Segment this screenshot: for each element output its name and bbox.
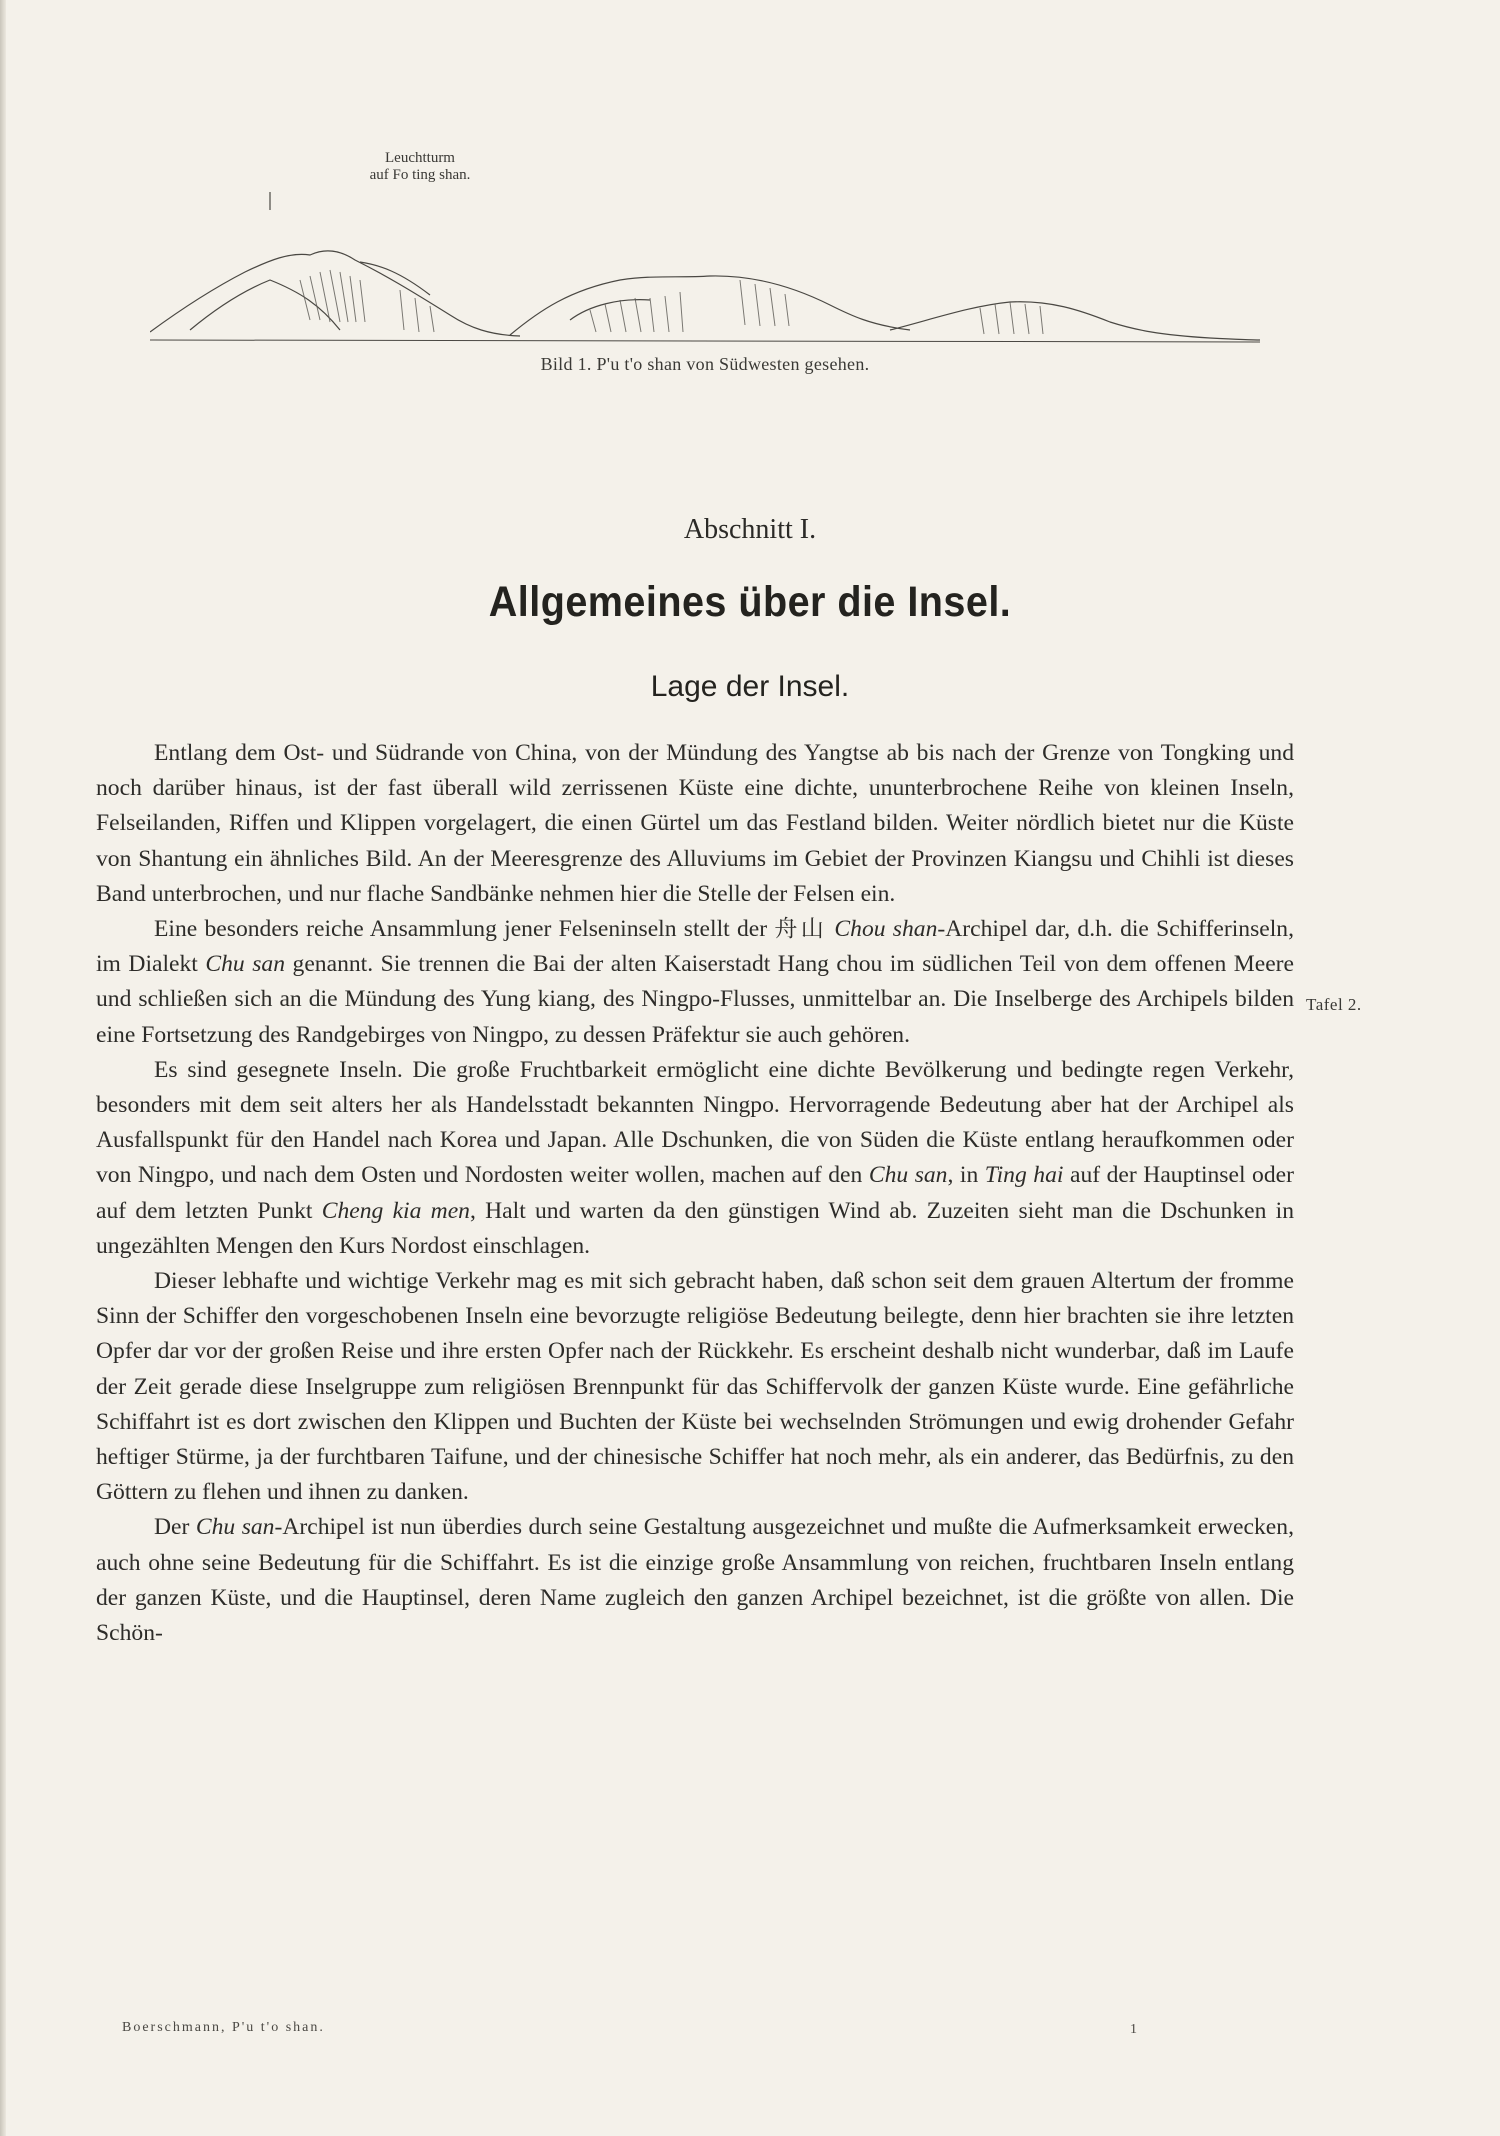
p2-text-c: -Archipel dar, d.h. die Schifferinseln, im Dialekt xyxy=(96,916,1295,978)
figure-label-line1: Leuchtturm xyxy=(385,150,455,166)
p5-text-a: Der xyxy=(154,1514,196,1541)
figure-caption: Bild 1. P'u t'o shan von Südwesten gesehen. xyxy=(540,354,870,374)
section-label: Abschnitt I. xyxy=(683,514,817,545)
p2-chinese-chars: 舟山 xyxy=(774,916,828,943)
island-sketch xyxy=(150,180,1260,350)
paragraph-4: Dieser lebhafte und wichtige Verkehr mag es mit sich gebracht haben, daß schon seit dem grauen Altertum der fromme Sinn der Schiffer den vorgeschobenen Inseln eine bevorzugte religiöse Bedeutung beilegte, denn hier brachten sie ihre letzten Opfer dar vor der großen Reise und ihre ersten Opfer nach der Rückkehr. Es erscheint deshalb nicht wunderbar, daß im Laufe der Zeit gerade diese Inselgruppe zum religiösen Brennpunkt für das Schiffervolk der ganzen Küste wurde. Eine gefährliche Schiffahrt ist es dort zwischen den Klippen und Buchten der Küste bei wechselnden Strömungen und ewig drohender Gefahr heftiger Stürme, ja der furchtbaren Taifune, und der chinesische Schiffer hat noch mehr, als ein anderer, das Bedürfnis, zu den Göttern zu flehen und ihnen zu danken. xyxy=(96,1268,1294,1506)
footer-signature-mark: 1 xyxy=(1130,2022,1137,2037)
p3-text-g: , Halt und warten da den günstigen Wind ab. Zuzeiten sieht man die Dschunken in ungezählten Mengen den Kurs Nordost einschlagen. xyxy=(96,1197,1294,1259)
paragraph-2 xyxy=(96,912,1294,1053)
p2-text-e: genannt. Sie trennen die Bai der alten Kaiserstadt Hang chou im südlichen Teil von dem offenen Meere und schließen sich an die Mündung des Yung kiang, des Ningpo-Flusses, unmittelbar an. Die Inselberge des Archipels bilden eine Fortsetzung des Randgebirges von Ningpo, zu dessen Präfektur sie auch gehören. xyxy=(96,951,1295,1048)
p3-term-cheng-kia-men: Cheng kia men xyxy=(321,1197,470,1224)
section-title: Lage der Insel. xyxy=(650,670,850,703)
figure-label xyxy=(345,150,495,184)
figure-label-line2: auf Fo ting shan. xyxy=(369,167,471,183)
paragraph-1: Entlang dem Ost- und Südrande von China, von der Mündung des Yangtse ab bis nach der Grenze von Tongking und noch darüber hinaus, ist der fast überall wild zerrissenen Küste eine dichte, ununterbrochene Reihe von kleinen Inseln, Felseilanden, Riffen und Klippen vorgelagert, die einen Gürtel um das Festland bilden. Weiter nördlich bietet nur die Küste von Shantung ein ähnliches Bild. An der Meeresgrenze des Alluviums im Gebiet der Provinzen Kiangsu und Chihli ist dieses Band unterbrochen, und nur flache Sandbänke nehmen hier die Stelle der Felsen ein. xyxy=(96,740,1294,907)
p2-term-chu-san: Chu san xyxy=(205,951,286,978)
p3-term-chu-san: Chu san xyxy=(868,1162,948,1189)
chapter-title: Allgemeines über die Insel. xyxy=(488,578,1012,626)
p3-text-c: , in xyxy=(947,1162,985,1189)
paragraph-3 xyxy=(96,1053,1294,1264)
p5-text-c: -Archipel ist nun überdies durch seine Gestaltung ausgezeichnet und mußte die Aufmerksamkeit erwecken, auch ohne seine Bedeutung für die Schiffahrt. Es ist die einzige große Ansammlung von reichen, fruchtbaren Inseln entlang der ganzen Küste, und die Hauptinsel, deren Name zugleich den ganzen Archipel bezeichnet, ist die größte von allen. Die Schön- xyxy=(96,1514,1294,1647)
p2-text-a: Eine besonders reiche Ansammlung jener Felseninseln stellt der xyxy=(154,916,775,943)
page-edge xyxy=(0,0,6,2136)
p3-text-a: Es sind gesegnete Inseln. Die große Fruchtbarkeit ermöglicht eine dichte Bevölkerung und bedingte regen Verkehr, besonders mit dem seit alters her als Handelsstadt bekannten Ningpo. Hervorragende Bedeutung aber hat der Archipel als Ausfallspunkt für den Handel nach Korea und Japan. Alle Dschunken, die von Süden die Küste entlang heraufkommen oder von Ningpo, und nach dem Osten und Nordosten weiter wollen, machen auf den xyxy=(96,1056,1294,1189)
p2-term-chou-shan: Chou shan xyxy=(834,916,938,943)
p3-text-e: auf der Hauptinsel oder auf dem letzten Punkt xyxy=(96,1162,1294,1224)
body-text xyxy=(96,736,1294,1651)
figure-panorama xyxy=(150,150,1260,380)
margin-note-plate-ref: Tafel 2. xyxy=(1306,995,1362,1014)
p5-term-chu-san: Chu san xyxy=(195,1514,275,1541)
p3-term-ting-hai: Ting hai xyxy=(984,1162,1064,1189)
footer-running-title: Boerschmann, P'u t'o shan. xyxy=(122,2020,325,2035)
paragraph-5 xyxy=(96,1510,1294,1651)
